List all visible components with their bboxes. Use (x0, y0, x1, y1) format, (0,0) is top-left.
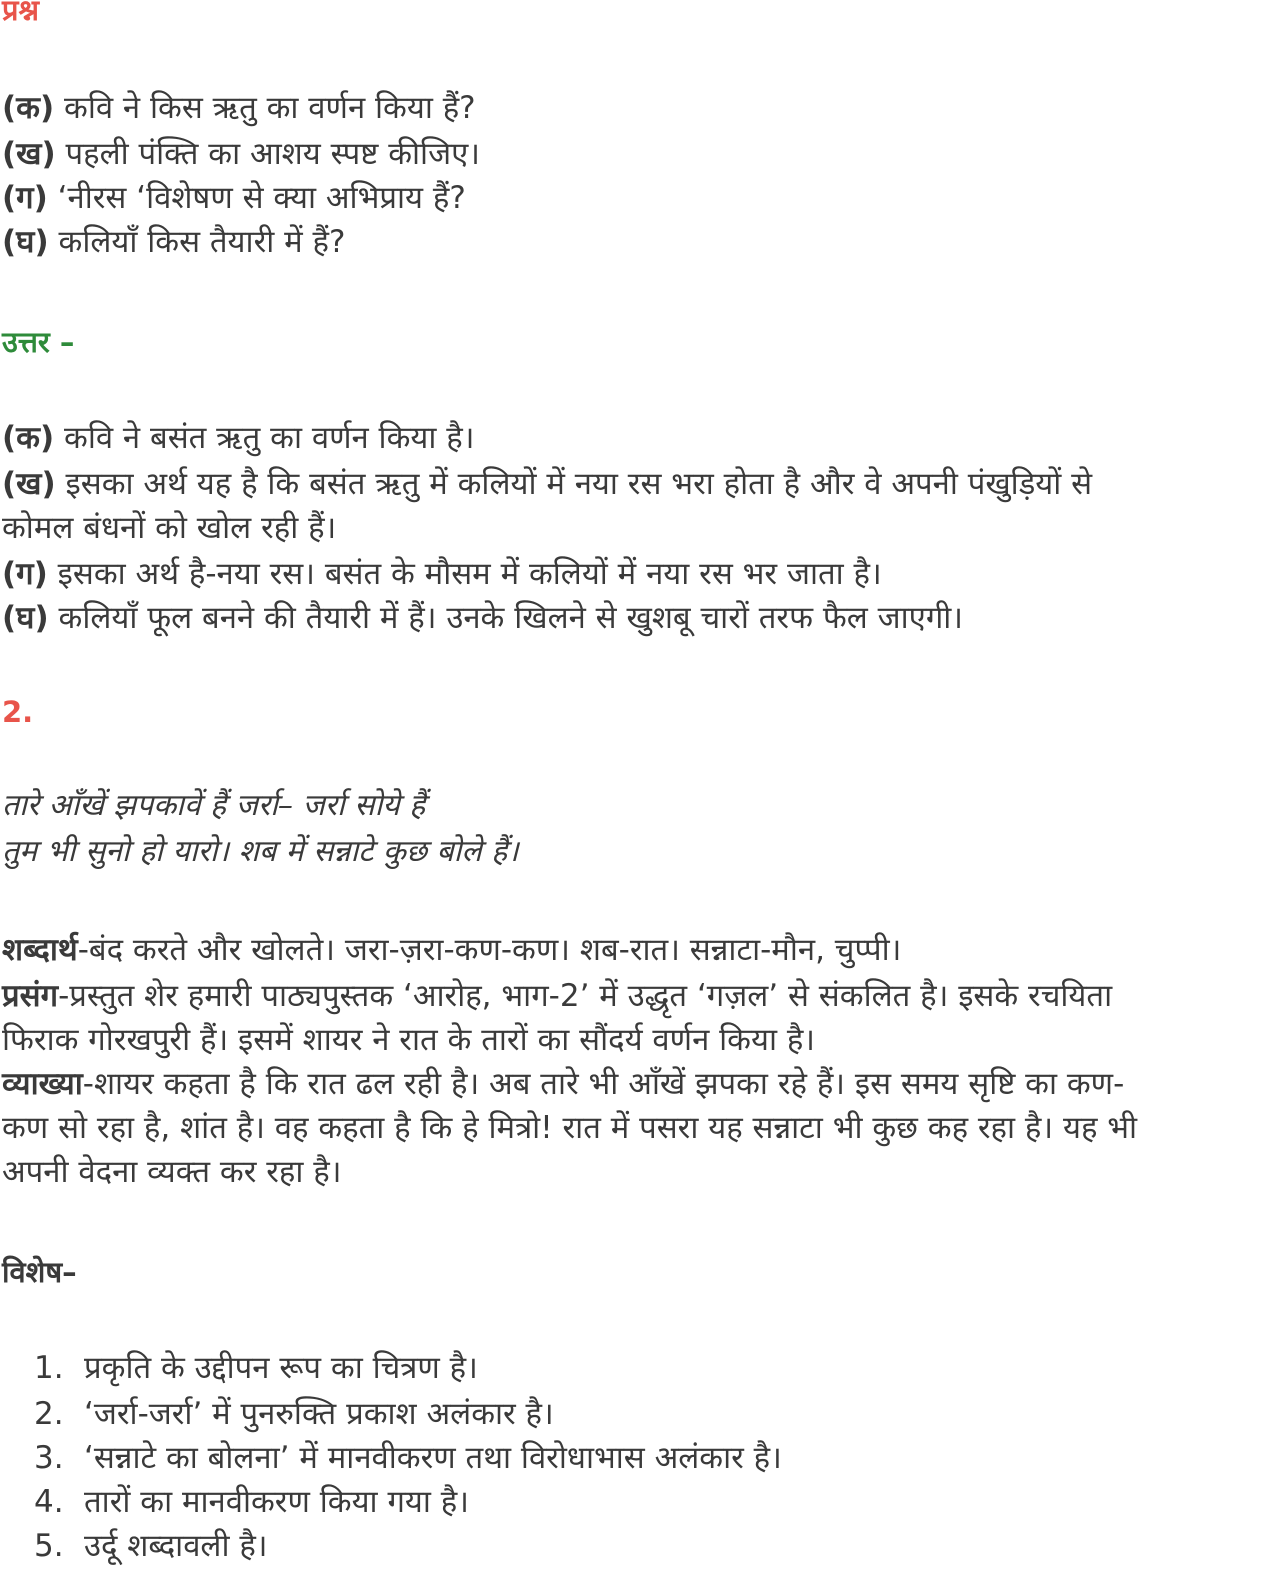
vyakhya-label: व्याख्या (2, 1066, 83, 1102)
answer-text: इसका अर्थ है-नया रस। बसंत के मौसम में कलियों में नया रस भर जाता है। (47, 556, 882, 592)
answer-text: इसका अर्थ यह है कि बसंत ऋतु में कलियों में नया रस भरा होता है और वे अपनी पंखुड़ियों से (55, 466, 1093, 502)
answer-ga (2, 552, 1274, 596)
answer-gha (2, 596, 1274, 640)
list-item (34, 1346, 478, 1390)
answer-text: कवि ने बसंत ऋतु का वर्णन किया है। (54, 420, 475, 456)
question-label: (घ) (2, 224, 49, 260)
list-text: उर्दू शब्दावली है। (84, 1528, 268, 1564)
list-text: तारों का मानवीकरण किया गया है। (84, 1484, 469, 1520)
prasang-text: -प्रस्तुत शेर हमारी पाठ्यपुस्तक ‘आरोह, भाग-2’ में उद्धृत ‘गज़ल’ से संकलित है। इसके रचयिता (58, 978, 1113, 1014)
answer-kha-continued (2, 506, 1274, 550)
list-text: ‘जर्रा-जर्रा’ में पुनरुक्ति प्रकाश अलंकार है। (84, 1396, 554, 1432)
question-ka (2, 86, 1274, 130)
answer-label: (ग) (2, 556, 48, 592)
list-item (34, 1524, 268, 1568)
vyakhya-text: -शायर कहता है कि रात ढल रही है। अब तारे भी आँखें झपका रहे हैं। इस समय सृष्टि का कण- (82, 1066, 1125, 1102)
vyakhya-line-1 (2, 1062, 1274, 1106)
question-gha (2, 220, 1274, 264)
question-text: ‘नीरस ‘विशेषण से क्या अभिप्राय हैं? (47, 180, 466, 216)
section-number: 2. (2, 695, 34, 729)
list-number: 3. (34, 1440, 64, 1476)
shabdarth-label: शब्दार्थ (2, 932, 78, 968)
question-ga (2, 176, 1274, 220)
list-text: ‘सन्नाटे का बोलना’ में मानवीकरण तथा विरोधाभास अलंकार है। (84, 1440, 782, 1476)
question-text: पहली पंक्ति का आशय स्पष्ट कीजिए। (55, 136, 480, 172)
question-heading: प्रश्न (2, 0, 40, 27)
vyakhya-line-2: कण सो रहा है, शांत है। वह कहता है कि हे मित्रो! रात में पसरा यह सन्नाटा भी कुछ कह रहा है। यह भी (2, 1110, 1138, 1146)
list-item (34, 1436, 782, 1480)
shabdarth-text: -बंद करते और खोलते। जरा-ज़रा-कण-कण। शब-रात। सन्नाटा-मौन, चुप्पी। (77, 932, 902, 968)
list-number: 5. (34, 1528, 64, 1564)
answer-label: (घ) (2, 600, 49, 636)
prasang-line-2: फिराक गोरखपुरी हैं। इसमें शायर ने रात के तारों का सौंदर्य वर्णन किया है। (2, 1022, 816, 1058)
answer-text: कलियाँ फूल बनने की तैयारी में हैं। उनके खिलने से खुशबू चारों तरफ फैल जाएगी। (48, 600, 964, 636)
question-text: कवि ने किस ऋतु का वर्णन किया हैं? (54, 90, 476, 126)
question-label: (ख) (2, 136, 56, 172)
verse-line-2: तुम भी सुनो हो यारो। शब में सन्नाटे कुछ बोले हैं। (2, 834, 519, 869)
list-number: 2. (34, 1396, 64, 1432)
answer-ka (2, 416, 1274, 460)
shabdarth-paragraph (2, 928, 1274, 972)
question-label: (ग) (2, 180, 48, 216)
answer-label: (क) (2, 420, 55, 456)
answer-kha (2, 462, 1274, 506)
answer-label: (ख) (2, 466, 56, 502)
prasang-label: प्रसंग (2, 978, 59, 1014)
list-item (34, 1480, 469, 1524)
answer-heading: उत्तर – (2, 325, 75, 359)
list-item (34, 1392, 554, 1436)
list-text: प्रकृति के उद्दीपन रूप का चित्रण है। (84, 1350, 478, 1386)
vishesh-heading: विशेष– (2, 1255, 77, 1289)
verse-line-1: तारे आँखें झपकावें हैं जर्रा– जर्रा सोये हैं (2, 788, 426, 823)
question-text: कलियाँ किस तैयारी में हैं? (48, 224, 346, 260)
answer-text: कोमल बंधनों को खोल रही हैं। (2, 510, 337, 546)
question-kha (2, 132, 1274, 176)
list-number: 4. (34, 1484, 64, 1520)
prasang-line-1 (2, 974, 1274, 1018)
list-number: 1. (34, 1350, 64, 1386)
question-label: (क) (2, 90, 55, 126)
vyakhya-line-3: अपनी वेदना व्यक्त कर रहा है। (2, 1154, 342, 1190)
